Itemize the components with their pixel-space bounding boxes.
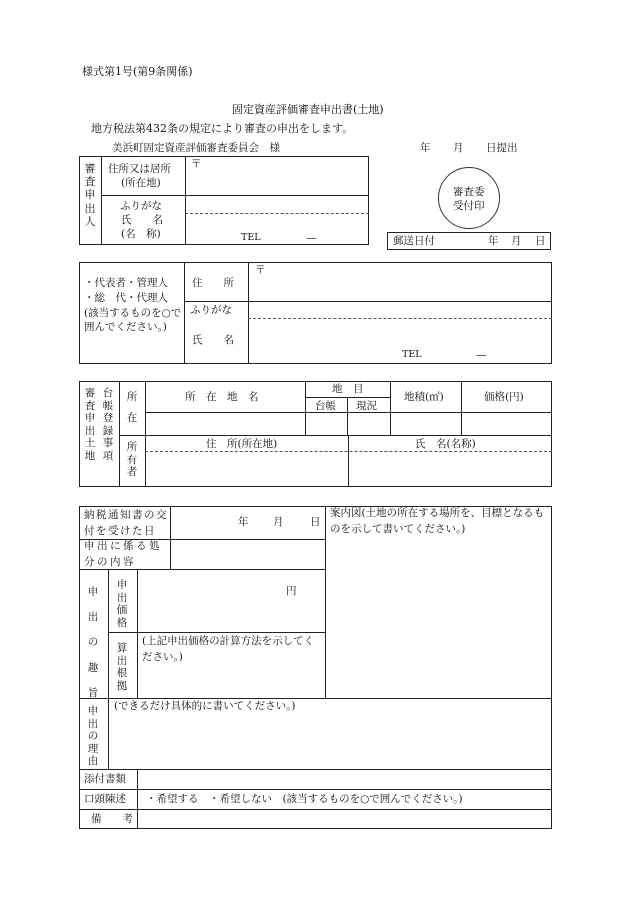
rep-name-label: 氏 名 bbox=[192, 334, 234, 346]
land-location-field[interactable] bbox=[148, 415, 303, 433]
applicant-section-label: 審 査 申 出 人 bbox=[84, 162, 96, 228]
applicant-name-sub: (名 称) bbox=[121, 228, 161, 240]
land-section-label-a: 審 査 申 出 土 地 bbox=[84, 387, 96, 462]
form-number: 様式第1号(第9条関係) bbox=[82, 65, 193, 78]
land-chimoku-header: 地 目 bbox=[332, 383, 364, 395]
land-location-name-header: 所 在 地 名 bbox=[185, 391, 259, 403]
claim-price-label: 申 出 価 格 bbox=[116, 579, 128, 629]
land-price-header: 価格(円) bbox=[484, 391, 524, 403]
rep-address-label: 住 所 bbox=[192, 277, 234, 289]
oral-label: 口頭陳述 bbox=[84, 793, 126, 805]
applicant-tel-label: TEL bbox=[241, 232, 261, 243]
applicant-furigana-field[interactable] bbox=[188, 197, 366, 212]
reason-label: 申 出 の 理 由 bbox=[87, 705, 99, 768]
disposition-field[interactable] bbox=[173, 542, 322, 567]
notice-day: 日 bbox=[310, 516, 321, 528]
basis-field[interactable] bbox=[140, 664, 322, 696]
rep-tel-dash: — bbox=[476, 349, 487, 361]
land-ledger-header: 台帳 bbox=[315, 400, 336, 412]
applicant-address-sub: (所在地) bbox=[121, 177, 161, 189]
land-price-field[interactable] bbox=[464, 415, 549, 433]
applicant-furigana-label: ふりがな bbox=[120, 200, 162, 212]
applicant-address-field[interactable] bbox=[200, 160, 365, 193]
reason-field[interactable] bbox=[111, 715, 549, 767]
postmark-day: 日 bbox=[535, 235, 546, 247]
rep-address-field[interactable] bbox=[264, 266, 548, 299]
purpose-label: 申 出 の 趣 旨 bbox=[87, 586, 99, 699]
stamp-line2: 受付印 bbox=[453, 200, 485, 212]
land-area-field[interactable] bbox=[393, 415, 459, 433]
form-lead: 地方税法第432条の規定により審査の申出をします。 bbox=[91, 122, 354, 135]
rep-furigana-field[interactable] bbox=[251, 303, 549, 317]
land-section-label-b: 台 帳 登 録 事 項 bbox=[102, 387, 114, 462]
applicant-name-label: 氏 名 bbox=[121, 214, 163, 226]
rep-name-field[interactable] bbox=[251, 321, 549, 347]
notice-month: 月 bbox=[273, 516, 284, 528]
notice-date-label: 納税通知書の交付を受けた日 bbox=[84, 509, 168, 537]
submit-day-label: 日提出 bbox=[486, 142, 518, 154]
land-area-header: 地積(㎡) bbox=[404, 391, 444, 403]
attachments-field[interactable] bbox=[140, 771, 549, 787]
addressee: 美浜町固定資産評価審査委員会 様 bbox=[112, 142, 280, 154]
basis-label: 算 出 根 拠 bbox=[116, 642, 128, 692]
form-title: 固定資産評価審査申出書(土地) bbox=[232, 103, 384, 116]
map-field[interactable] bbox=[328, 540, 549, 696]
rep-role-note: (該当するものを○で囲んでください。) bbox=[84, 307, 182, 334]
postmark-month: 月 bbox=[511, 235, 522, 247]
land-location-label: 所 在 bbox=[126, 391, 138, 424]
applicant-postal-mark: 〒 bbox=[191, 158, 202, 170]
attachments-label: 添付書類 bbox=[84, 773, 126, 785]
land-owner-label: 所 有 者 bbox=[126, 441, 138, 479]
applicant-tel-dash: — bbox=[306, 232, 317, 244]
submit-year-label: 年 bbox=[420, 142, 431, 154]
yen-unit: 円 bbox=[286, 585, 297, 597]
reason-note: (できるだけ具体的に書いてください。) bbox=[114, 700, 296, 712]
land-owner-name-field[interactable] bbox=[351, 454, 549, 484]
applicant-address-label: 住所又は居所 bbox=[108, 163, 171, 175]
remarks-label: 備 考 bbox=[91, 813, 133, 825]
land-owner-address-header: 住 所(所在地) bbox=[206, 438, 278, 450]
basis-note: (上記申出価格の計算方法を示してください。) bbox=[142, 635, 315, 663]
applicant-name-field[interactable] bbox=[188, 215, 366, 231]
stamp-line1: 審査委 bbox=[453, 186, 485, 198]
oral-options[interactable]: ・希望する ・希望しない (該当するものを○で囲んでください。) bbox=[146, 793, 463, 805]
map-note: 案内図(土地の所在する場所を、目標となるものを示して書いてください。) bbox=[330, 507, 545, 535]
land-ledger-field[interactable] bbox=[308, 415, 345, 433]
land-actual-field[interactable] bbox=[350, 415, 388, 433]
postmark-label: 郵送日付 bbox=[393, 235, 435, 247]
postmark-year: 年 bbox=[488, 235, 499, 247]
rep-postal-mark: 〒 bbox=[255, 264, 266, 276]
land-actual-header: 現況 bbox=[356, 400, 377, 412]
rep-role-line2: ・総 代・代理人 bbox=[84, 292, 168, 304]
land-owner-address-field[interactable] bbox=[148, 454, 346, 484]
notice-year: 年 bbox=[238, 516, 249, 528]
rep-role-line1: ・代表者・管理人 bbox=[84, 277, 168, 289]
submit-month-label: 月 bbox=[453, 142, 464, 154]
disposition-label: 申出に係る処分の内容 bbox=[84, 540, 162, 568]
rep-furigana-label: ふりがな bbox=[190, 304, 232, 316]
claim-price-field[interactable] bbox=[140, 572, 282, 630]
land-owner-name-header: 氏 名(名称) bbox=[415, 438, 476, 450]
rep-tel-label: TEL bbox=[402, 349, 422, 360]
remarks-field[interactable] bbox=[140, 811, 549, 827]
